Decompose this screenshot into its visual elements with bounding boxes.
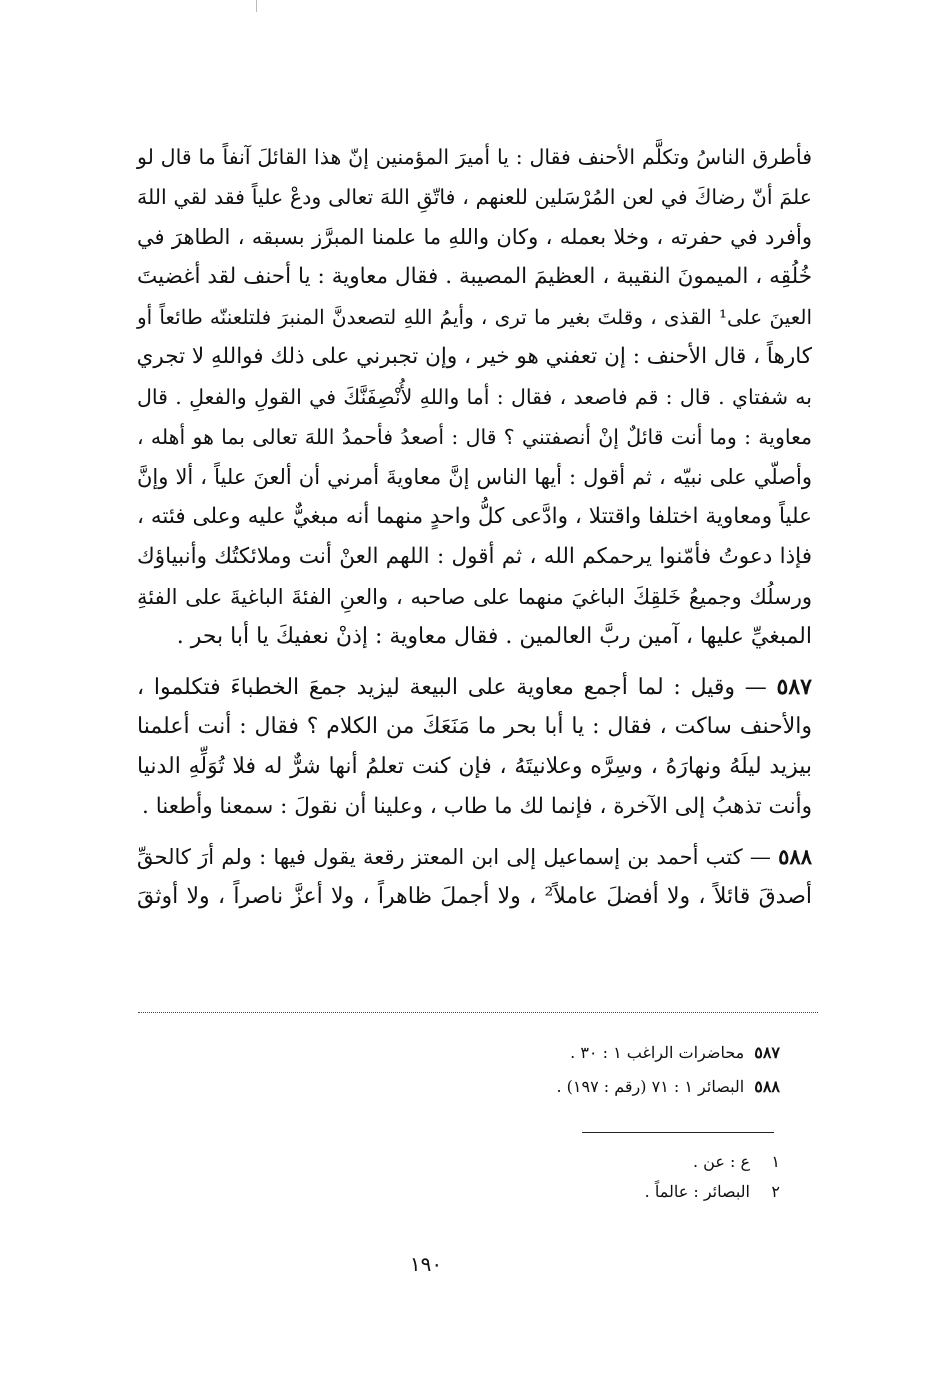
source-note-text: البصائر ١ : ٧١ (رقم : ١٩٧) . bbox=[556, 1077, 745, 1096]
footnote-2 bbox=[645, 1181, 780, 1203]
body-line-16: بيزيد ليلَهُ ونهارَهُ ، وسِرَّه وعلانيتَهُ ، فإن كنت تعلمُ أنها شرٌّ له فلا تُوَلِّهِ الدنيا bbox=[137, 754, 812, 779]
body-line-5: العينَ على¹ القذى ، وقلتَ بغير ما ترى ، وأيمُ اللهِ لتصعدنَّ المنبرَ فلتلعننّه طائعاً أو bbox=[137, 305, 812, 329]
source-notes-divider bbox=[138, 1012, 818, 1013]
item-587-first-line bbox=[137, 673, 812, 702]
source-note-number: ٥٨٨ bbox=[754, 1077, 780, 1096]
footnote-text: ع : عن . bbox=[692, 1152, 750, 1171]
body-line-15: والأحنف ساكت ، فقال : يا أبا بحر ما مَنَعَكَ من الكلام ؟ فقال : أنت أعلمنا bbox=[137, 714, 812, 739]
body-line-8: معاوية : وما أنت قائلٌ إنْ أنصفتني ؟ قال : أصعدُ فأحمدُ اللهَ تعالى بما هو أهله ، bbox=[137, 425, 812, 449]
body-line-12: ورسلُك وجميعُ خَلقِكَ الباغيَ منهما على صاحبه ، والعنِ الفئةَ الباغيةَ على الفئةِ bbox=[137, 585, 812, 609]
scan-mark bbox=[256, 0, 257, 12]
body-line-11: فإذا دعوتُ فأمّنوا يرحمكم الله ، ثم أقول : اللهم العنْ أنت وملائكتُك وأنبياؤك bbox=[137, 544, 812, 569]
footnotes-divider bbox=[582, 1132, 774, 1133]
body-line-7: به شفتاي . قال : قم فاصعد ، فقال : أما واللهِ لأُنْصِفَنَّكَ في القولِ والفعلِ . قال bbox=[137, 385, 812, 409]
body-line-10: علياً ومعاوية اختلفا واقتتلا ، وادَّعى كلُّ واحدٍ منهما أنه مبغيٌّ عليه وعلى فئته ، bbox=[137, 504, 812, 529]
body-line-1: فأطرق الناسُ وتكلَّم الأحنف فقال : يا أميرَ المؤمنين إنّ هذا القائلَ آنفاً ما قال لو bbox=[137, 145, 812, 169]
footnote-number: ٢ bbox=[771, 1182, 780, 1201]
body-line-2: علمَ أنّ رضاكَ في لعن المُرْسَلين للعنهم ، فاتّقِ اللهَ تعالى ودعْ علياً فقد لقي اللهَ bbox=[137, 185, 812, 209]
source-note-588 bbox=[556, 1076, 780, 1098]
page-number: ١٩٠ bbox=[409, 1252, 443, 1276]
body-line-4: خُلُقِه ، الميمونَ النقيبة ، العظيمَ المصيبة . فقال معاوية : يا أحنف لقد أغضيتَ bbox=[137, 264, 812, 289]
item-588-first-line bbox=[137, 843, 812, 871]
body-line-19: أصدقَ قائلاً ، ولا أفضلَ عاملاً² ، ولا أجملَ ظاهراً ، ولا أعزَّ ناصراً ، ولا أوثقَ bbox=[137, 884, 812, 909]
body-line-13: المبغيِّ عليها ، آمين ربَّ العالمين . فقال معاوية : إذنْ نعفيكَ يا أبا بحر . bbox=[176, 624, 812, 649]
source-note-number: ٥٨٧ bbox=[754, 1043, 780, 1062]
item-number-588: ٥٨٨ bbox=[778, 844, 812, 869]
body-line-9: وأصلّي على نبيّه ، ثم أقول : أيها الناس إنَّ معاويةَ أمرني أن ألعنَ علياً ، ألا وإنَّ bbox=[137, 465, 812, 489]
footnote-number: ١ bbox=[771, 1152, 780, 1171]
body-line-6: كارهاً ، قال الأحنف : إن تعفني هو خير ، وإن تجبرني على ذلك فواللهِ لا تجري bbox=[136, 344, 812, 369]
item-588-text: — كتب أحمد بن إسماعيل إلى ابن المعتز رقعة يقول فيها : ولم أرَ كالحقِّ bbox=[137, 845, 771, 869]
source-note-587 bbox=[570, 1042, 780, 1064]
body-line-3: وأفرد في حفرته ، وخلا بعمله ، وكان واللهِ ما علمنا المبرَّز بسبقه ، الطاهرَ في bbox=[137, 225, 812, 249]
footnote-text: البصائر : عالماً . bbox=[644, 1182, 750, 1201]
item-number-587: ٥٨٧ bbox=[776, 674, 812, 700]
body-line-17: وأنت تذهبُ إلى الآخرة ، فإنما لك ما طاب ، وعلينا أن نقولَ : سمعنا وأطعنا . bbox=[142, 794, 812, 819]
item-587-text: — وقيل : لما أجمع معاوية على البيعة ليزيد جمعَ الخطباءَ فتكلموا ، bbox=[137, 675, 767, 700]
footnote-1 bbox=[693, 1151, 780, 1173]
source-note-text: محاضرات الراغب ١ : ٣٠ . bbox=[570, 1043, 745, 1062]
